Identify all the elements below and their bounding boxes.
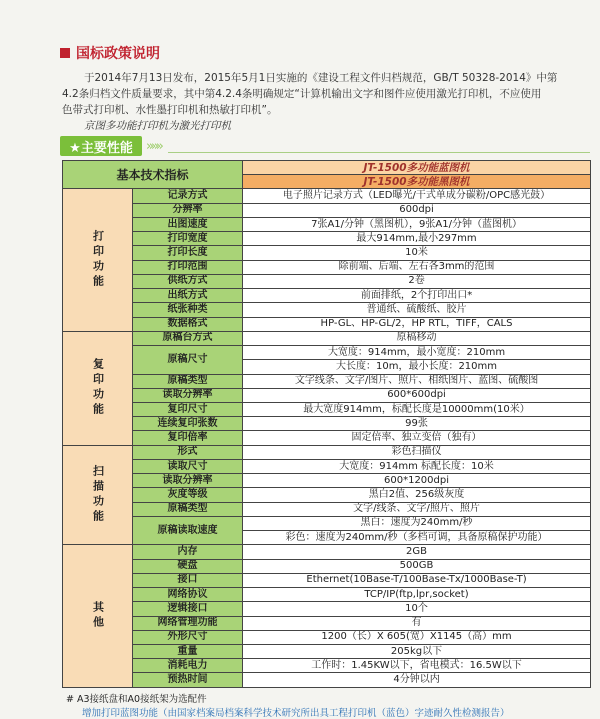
table-row [63, 217, 591, 231]
section-divider [168, 152, 590, 153]
spec-label: 外形尺寸 [133, 630, 243, 644]
spec-label: 供纸方式 [133, 274, 243, 288]
table-row [63, 502, 591, 516]
table-row [63, 317, 591, 331]
table-row [63, 417, 591, 431]
spec-value: 普通纸、硫酸纸、胶片 [243, 303, 591, 317]
policy-note: 京图多功能打印机为激光打印机 [84, 120, 231, 132]
spec-value: 黑白：速度为240mm/秒 [243, 516, 591, 530]
policy-heading [60, 44, 160, 62]
spec-label: 消耗电力 [133, 659, 243, 673]
table-row [63, 402, 591, 416]
table-header-label: 基本技术指标 [63, 161, 243, 189]
spec-label: 复印尺寸 [133, 402, 243, 416]
table-row [63, 232, 591, 246]
spec-label: 打印范围 [133, 260, 243, 274]
spec-label: 复印倍率 [133, 431, 243, 445]
table-row [63, 459, 591, 473]
table-row [63, 246, 591, 260]
spec-value: 原稿移动 [243, 331, 591, 345]
table-row [63, 516, 591, 530]
spec-value: 电子照片记录方式（LED曝光/干式单成分碳粉/OPC感光鼓） [243, 189, 591, 203]
table-row [63, 588, 591, 602]
table-row [63, 602, 591, 616]
spec-label: 原稿类型 [133, 502, 243, 516]
table-row [63, 303, 591, 317]
table-row [63, 388, 591, 402]
group-label: 打印功能 [63, 189, 133, 331]
spec-label: 读取分辨率 [133, 388, 243, 402]
table-row [63, 616, 591, 630]
spec-label: 连续复印张数 [133, 417, 243, 431]
section-header [60, 136, 590, 156]
red-square-icon [60, 48, 70, 58]
spec-value: 除前端、后端、左右各3mm的范围 [243, 260, 591, 274]
spec-value: 10个 [243, 602, 591, 616]
spec-value: Ethernet(10Base-T/100Base-Tx/1000Base-T) [243, 573, 591, 587]
model-1-label: JT-1500多功能蓝图机 [243, 161, 591, 175]
spec-value: 最大914mm,最小297mm [243, 232, 591, 246]
spec-label: 形式 [133, 445, 243, 459]
spec-value: HP-GL、HP-GL/2，HP RTL，TIFF，CALS [243, 317, 591, 331]
spec-value: 600*1200dpi [243, 474, 591, 488]
spec-value: 大宽度：914mm，最小宽度：210mm [243, 346, 591, 360]
table-row [63, 630, 591, 644]
spec-value: 600dpi [243, 203, 591, 217]
spec-value: 文字/线条、文字/照片、照片 [243, 502, 591, 516]
table-row [63, 488, 591, 502]
table-row [63, 189, 591, 203]
spec-value-2: 彩色：速度为240mm/秒（多档可调，具备原稿保护功能） [243, 531, 591, 545]
table-row [63, 203, 591, 217]
spec-value: 7张A1/分钟（黑图机），9张A1/分钟（蓝图机） [243, 217, 591, 231]
spec-value: 99张 [243, 417, 591, 431]
spec-value: 4分钟以内 [243, 673, 591, 688]
spec-value: 205kg以下 [243, 644, 591, 658]
table-row [63, 659, 591, 673]
spec-label: 预热时间 [133, 673, 243, 688]
spec-label: 打印长度 [133, 246, 243, 260]
spec-label: 打印宽度 [133, 232, 243, 246]
spec-value: 文字线条、文字/图片、照片、相纸图片、蓝图、硫酸图 [243, 374, 591, 388]
spec-label: 原稿类型 [133, 374, 243, 388]
spec-value: 最大宽度914mm，标配长度是10000mm(10米） [243, 402, 591, 416]
spec-label: 网络协议 [133, 588, 243, 602]
table-row [63, 331, 591, 345]
spec-value: 2GB [243, 545, 591, 559]
model-2-label: JT-1500多功能黑图机 [243, 175, 591, 189]
spec-value: 前面排纸，2个打印出口* [243, 289, 591, 303]
policy-title: 国标政策说明 [76, 46, 160, 62]
spec-value: 10米 [243, 246, 591, 260]
table-row [63, 673, 591, 688]
spec-table-body [63, 161, 591, 688]
spec-table [62, 160, 591, 688]
table-row [63, 260, 591, 274]
blue-note: 增加打印蓝图功能（由国家档案局档案科学技术研究所出具工程打印机（蓝色）字迹耐久性检测报告） [82, 708, 510, 719]
spec-value-2: 大长度：10m，最小长度：210mm [243, 360, 591, 374]
spec-label: 接口 [133, 573, 243, 587]
spec-label: 逻辑接口 [133, 602, 243, 616]
spec-label: 网络管理功能 [133, 616, 243, 630]
spec-label: 纸张种类 [133, 303, 243, 317]
spec-value: TCP/IP(ftp,lpr,socket) [243, 588, 591, 602]
table-row [63, 289, 591, 303]
table-row [63, 644, 591, 658]
group-label: 扫描功能 [63, 445, 133, 545]
policy-line-2: 4.2条归档文件质量要求，其中第4.2.4条明确规定“计算机输出文字和图件应使用激光打印机，不应使用 [62, 88, 542, 100]
spec-label: 读取分辨率 [133, 474, 243, 488]
spec-value: 500GB [243, 559, 591, 573]
spec-label: 内存 [133, 545, 243, 559]
footnote: # A3接纸盘和A0接纸架为选配件 [66, 694, 207, 705]
spec-value: 黑白2值、256级灰度 [243, 488, 591, 502]
spec-label: 原稿台方式 [133, 331, 243, 345]
group-label: 复印功能 [63, 331, 133, 445]
spec-value: 有 [243, 616, 591, 630]
spec-label: 出纸方式 [133, 289, 243, 303]
table-row [63, 573, 591, 587]
spec-value: 大宽度：914mm 标配长度：10米 [243, 459, 591, 473]
spec-value: 600*600dpi [243, 388, 591, 402]
table-row [63, 374, 591, 388]
table-header-row [63, 161, 591, 175]
spec-value: 工作时：1.45KW以下，省电模式：16.5W以下 [243, 659, 591, 673]
spec-value: 彩色扫描仪 [243, 445, 591, 459]
spec-label: 原稿尺寸 [133, 346, 243, 374]
spec-label: 读取尺寸 [133, 459, 243, 473]
table-row [63, 431, 591, 445]
group-label: 其他 [63, 545, 133, 688]
spec-label: 出图速度 [133, 217, 243, 231]
spec-label: 分辨率 [133, 203, 243, 217]
table-row [63, 474, 591, 488]
spec-value: 固定倍率、独立变倍（独有） [243, 431, 591, 445]
table-row [63, 545, 591, 559]
policy-line-3: 色带式打印机、水性墨打印机和热敏打印机”。 [62, 104, 278, 116]
spec-value: 2卷 [243, 274, 591, 288]
table-row [63, 559, 591, 573]
spec-label: 数据格式 [133, 317, 243, 331]
spec-label: 记录方式 [133, 189, 243, 203]
table-row [63, 274, 591, 288]
policy-line-1: 于2014年7月13日发布，2015年5月1日实施的《建设工程文件归档规范，GB/T 50328-2014》中第 [84, 72, 558, 84]
chevrons-icon: »»» [146, 139, 161, 154]
spec-label: 灰度等级 [133, 488, 243, 502]
section-title: ★主要性能 [60, 136, 142, 156]
spec-label: 重量 [133, 644, 243, 658]
table-row [63, 445, 591, 459]
policy-text [62, 70, 582, 134]
spec-label: 原稿读取速度 [133, 516, 243, 544]
spec-label: 硬盘 [133, 559, 243, 573]
table-row [63, 346, 591, 360]
spec-value: 1200（长）X 605(宽）X1145（高）mm [243, 630, 591, 644]
